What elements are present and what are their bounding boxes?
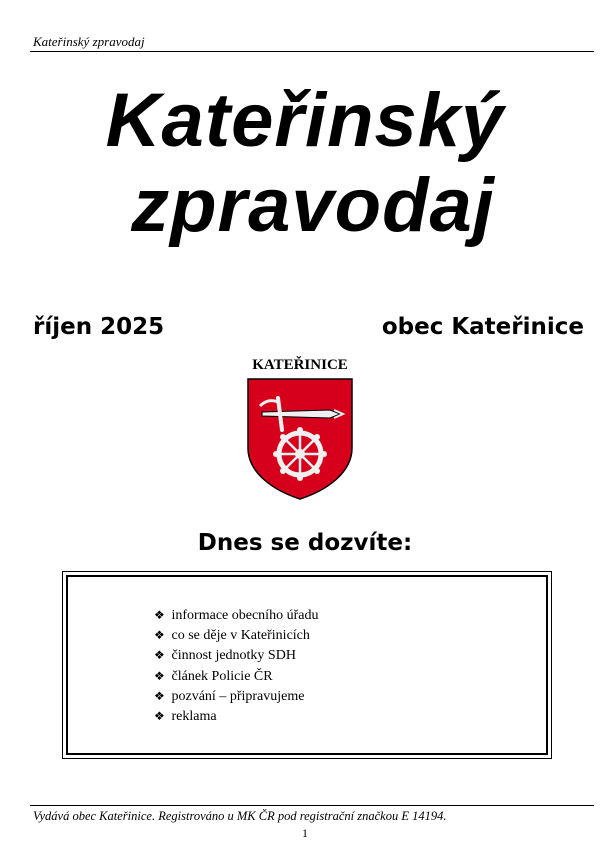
- diamond-bullet-icon: ❖: [154, 608, 165, 622]
- contents-heading: Dnes se dozvíte:: [197, 530, 413, 556]
- issue-date: říjen 2025: [33, 314, 165, 340]
- publisher-name: obec Kateřinice: [381, 314, 584, 340]
- footer-rule: [30, 805, 594, 806]
- masthead-line-2: zpravodaj: [131, 163, 495, 248]
- running-header: Kateřinský zpravodaj: [33, 34, 145, 49]
- crest-label: KATEŘINICE: [252, 357, 348, 373]
- diamond-bullet-icon: ❖: [154, 708, 165, 723]
- list-item: ❖ činnost jednotky SDH: [154, 645, 318, 665]
- diamond-bullet-icon: ❖: [154, 628, 165, 643]
- list-item: ❖ článek Policie ČR: [154, 666, 318, 686]
- diamond-bullet-icon: ❖: [154, 688, 165, 703]
- coat-of-arms: [242, 350, 358, 500]
- contents-box: [62, 571, 552, 759]
- list-item: ❖ reklama: [154, 706, 318, 726]
- wheel-icon: [273, 427, 327, 481]
- list-item: ❖ pozvání – připravujeme: [154, 686, 318, 706]
- masthead-line-1: Kateřinský: [105, 78, 505, 163]
- list-item: ❖ co se děje v Kateřinicích: [154, 625, 318, 645]
- list-item: ❖ informace obecního úřadu: [154, 605, 318, 625]
- diamond-bullet-icon: ❖: [154, 668, 165, 683]
- diamond-bullet-icon: ❖: [154, 648, 165, 663]
- header-rule: [30, 51, 594, 52]
- page-number: 1: [302, 826, 308, 840]
- footer-text: Vydává obec Kateřinice. Registrováno u MK ČR pod registrační značkou E 14194.: [33, 809, 447, 823]
- contents-list: [154, 605, 318, 726]
